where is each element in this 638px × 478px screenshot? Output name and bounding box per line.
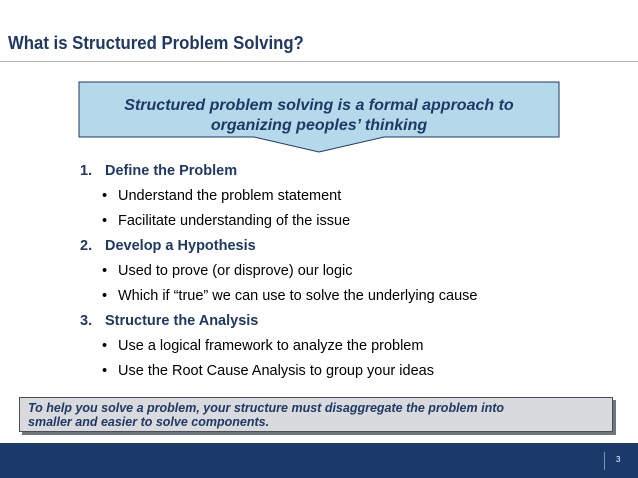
bullet-icon: • [102,263,108,279]
step-number: 3. [80,313,93,329]
step-define [80,159,600,184]
summary-line-1: To help you solve a problem, your structure must disaggregate the problem into [28,401,505,415]
step-label: Develop a Hypothesis [105,238,256,254]
bullet-text: Understand the problem statement [118,188,342,204]
bullet-icon: • [102,213,108,229]
bullet-text: Use the Root Cause Analysis to group your ideas [118,363,434,379]
list-item [80,184,600,209]
callout-line-1: Structured problem solving is a formal approach to [124,97,514,114]
bullet-icon: • [102,363,108,379]
list-item [80,359,600,384]
callout-line-2: organizing peoples’ thinking [210,117,428,134]
summary-line-2: smaller and easier to solve components. [28,415,270,429]
bullet-text: Used to prove (or disprove) our logic [118,263,353,279]
footer-separator [604,452,605,470]
bullet-text: Facilitate understanding of the issue [118,213,351,229]
list-item [80,284,600,309]
step-label: Define the Problem [105,163,238,179]
summary-box [19,397,613,432]
slide-title: What is Structured Problem Solving? [8,33,304,53]
list-item [80,334,600,359]
bullet-icon: • [102,338,108,354]
list-item [80,209,600,234]
bullet-text: Use a logical framework to analyze the problem [118,338,424,354]
bullet-icon: • [102,188,108,204]
step-label: Structure the Analysis [105,313,259,329]
title-divider [0,61,638,62]
steps-list [80,159,600,384]
footer-bar [0,443,638,478]
step-number: 2. [80,238,93,254]
step-structure [80,309,600,334]
step-hypothesis [80,234,600,259]
list-item [80,259,600,284]
page-number: 3 [616,455,621,464]
definition-callout [78,81,560,153]
step-number: 1. [80,163,93,179]
bullet-text: Which if “true” we can use to solve the underlying cause [118,288,478,304]
bullet-icon: • [102,288,108,304]
